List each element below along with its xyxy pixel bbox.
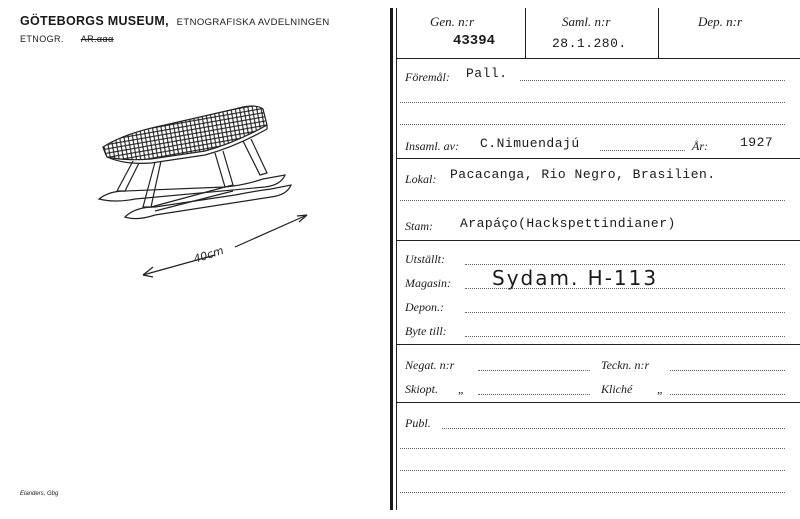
measurement-note: 40cm — [191, 243, 226, 266]
insaml-label: Insaml. av: — [405, 139, 459, 153]
foremal-label: Föremål: — [405, 70, 450, 84]
sub-header — [20, 34, 114, 44]
ar-value: 1927 — [740, 135, 774, 150]
foremal-dots — [520, 80, 785, 81]
ar-label: År: — [692, 139, 708, 153]
byte-dots — [465, 336, 785, 337]
lokal-value: Pacacanga, Rio Negro, Brasilien. — [450, 167, 716, 182]
saml-value: 28.1.280. — [552, 36, 627, 51]
depon-dots — [465, 312, 785, 313]
foremal-value: Pall. — [466, 66, 508, 81]
utstallt-dots — [465, 264, 785, 265]
stool-sketch — [95, 95, 325, 285]
card-left-border — [390, 8, 393, 510]
blank-dots-1 — [400, 102, 785, 103]
publ-label: Publ. — [405, 416, 431, 430]
byte-label: Byte till: — [405, 324, 447, 338]
skiopt-ditto: „ — [458, 382, 465, 396]
negat-label: Negat. n:r — [405, 358, 455, 372]
saml-label: Saml. n:r — [562, 14, 611, 29]
header-divider-1 — [525, 8, 526, 58]
blank-dots-2 — [400, 124, 785, 125]
department-name: ETNOGRAFISKA AVDELNINGEN — [176, 17, 330, 28]
gen-value: 43394 — [453, 33, 496, 49]
header-bottom-line — [396, 58, 800, 59]
blank-dots-4 — [400, 470, 785, 471]
insaml-value: C.Nimuendajú — [480, 136, 580, 151]
magasin-value: Sydam. H-113 — [492, 266, 659, 290]
gen-label: Gen. n:r — [430, 14, 475, 29]
stam-label: Stam: — [405, 219, 433, 233]
skiopt-dots — [478, 394, 590, 395]
museum-name: GÖTEBORGS MUSEUM, — [20, 14, 169, 28]
skiopt-label: Skiopt. — [405, 382, 438, 396]
printer-imprint: Elanders, Gbg — [20, 491, 59, 497]
negat-dots — [478, 370, 590, 371]
sub-struck: AR.ααα — [80, 34, 114, 44]
magasin-dots — [465, 288, 785, 289]
dep-label: Dep. n:r — [698, 14, 743, 29]
stam-value: Arapáço(Hackspettindianer) — [460, 216, 676, 231]
blank-dots-3 — [400, 448, 785, 449]
header-divider-2 — [658, 8, 659, 58]
card-margin-line — [396, 8, 397, 510]
row-line-1 — [396, 158, 800, 159]
lokal-label: Lokal: — [405, 172, 437, 186]
row-line-3 — [396, 344, 800, 345]
depon-label: Depon.: — [405, 300, 444, 314]
kliche-label: Kliché — [601, 382, 633, 396]
publ-dots — [442, 428, 785, 429]
sub-label: ETNOGR. — [20, 34, 64, 44]
kliche-dots — [670, 394, 785, 395]
insaml-dots — [600, 150, 685, 151]
teckn-label: Teckn. n:r — [601, 358, 650, 372]
museum-header — [20, 14, 330, 28]
row-line-4 — [396, 402, 800, 403]
row-line-2 — [396, 240, 800, 241]
utstallt-label: Utställt: — [405, 252, 446, 266]
teckn-dots — [670, 370, 785, 371]
magasin-label: Magasin: — [405, 276, 451, 290]
lokal-dots — [400, 200, 785, 201]
kliche-ditto: „ — [657, 382, 664, 396]
blank-dots-5 — [400, 492, 785, 493]
